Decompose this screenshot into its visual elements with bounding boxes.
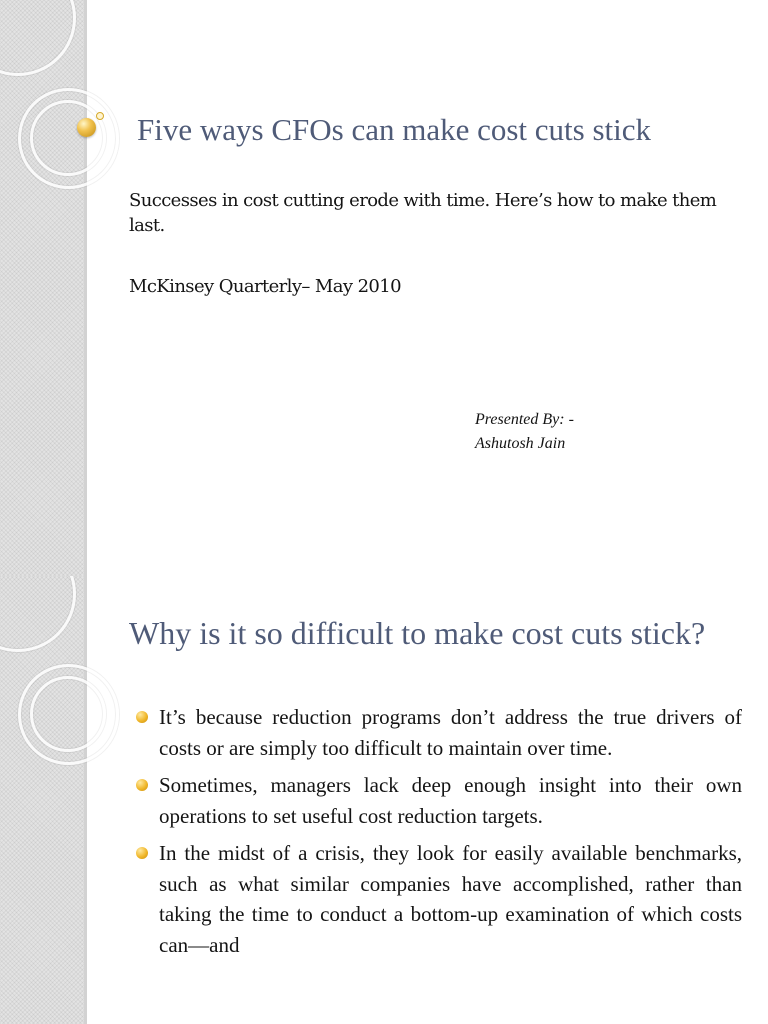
- slide-2: [0, 576, 768, 1024]
- bullet-text: It’s because reduction programs don’t address the true drivers of costs or are simply too difficult to maintain over time.: [159, 705, 742, 760]
- decorative-side-strip: [0, 0, 84, 576]
- strip-edge: [84, 0, 87, 576]
- gold-orb-icon: [77, 118, 96, 137]
- bullet-item: [159, 838, 742, 960]
- presenter-name: Ashutosh Jain: [475, 435, 566, 452]
- bullet-item: [159, 770, 742, 831]
- bullet-text: Sometimes, managers lack deep enough insight into their own operations to set useful cost reduction targets.: [159, 773, 742, 828]
- bullet-list: [159, 702, 742, 967]
- slide-title: Why is it so difficult to make cost cuts stick?: [129, 615, 706, 651]
- bullet-item: [159, 702, 742, 763]
- source-line: McKinsey Quarterly– May 2010: [129, 276, 401, 297]
- slide-subtitle: Successes in cost cutting erode with time. Here’s how to make them last.: [129, 190, 717, 236]
- bullet-text: In the midst of a crisis, they look for easily available benchmarks, such as what similar companies have accomplished, rather than taking the time to conduct a bottom-up examination of which costs can—and: [159, 841, 742, 957]
- decorative-ring: [30, 100, 106, 176]
- slide-title: Five ways CFOs can make cost cuts stick: [137, 112, 652, 147]
- strip-edge: [84, 576, 87, 1024]
- bullet-icon: [136, 779, 148, 791]
- presenter-label: Presented By: -: [475, 411, 574, 428]
- bullet-icon: [136, 711, 148, 723]
- bullet-icon: [136, 847, 148, 859]
- decorative-ring: [30, 676, 106, 752]
- small-orb-icon: [96, 112, 104, 120]
- presenter-block: [475, 408, 574, 456]
